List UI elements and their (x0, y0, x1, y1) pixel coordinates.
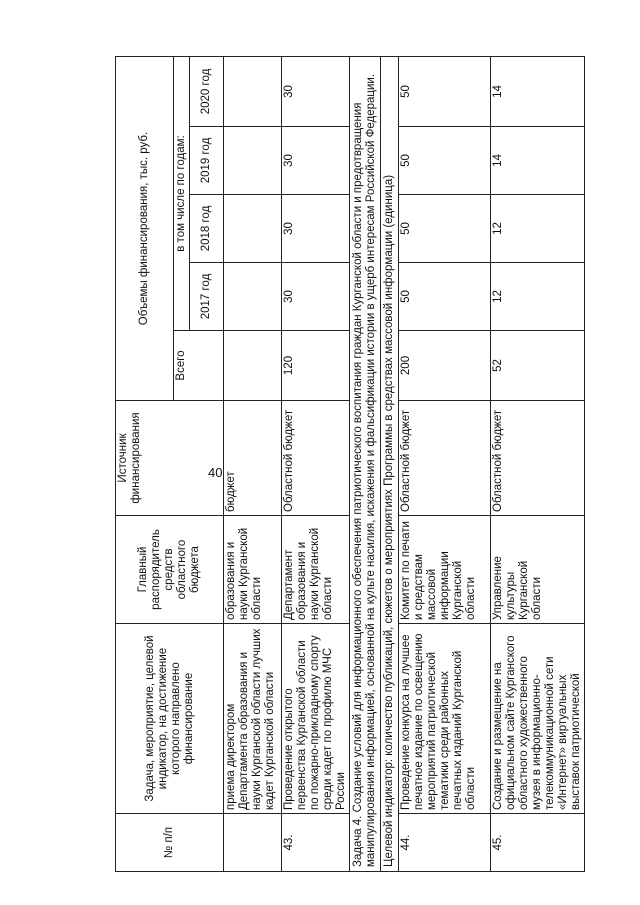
header-no: № п/п (116, 814, 224, 872)
header-2020: 2020 год (190, 56, 224, 126)
row-2019: 50 (399, 127, 491, 195)
rotated-table-sheet (115, 57, 582, 872)
table-row (224, 56, 282, 871)
table-row (491, 56, 585, 871)
indicator-row (381, 56, 399, 871)
header-task: Задача, мероприятие, целевой индикатор, на достижение которого направлено финансирование (116, 624, 224, 814)
row-task: Создание и размещение на официальном сайте Курганского областного художественного музея в информационно-телекоммуникационной сети «Интернет» виртуальных выставок патриотической (491, 624, 585, 814)
row-no: 45. (491, 814, 585, 872)
page-number: 40 (208, 465, 223, 480)
header-by-years: в том числе по годам: (174, 56, 190, 330)
header-source: Источник финансирования (116, 401, 224, 516)
row-2020: 14 (491, 56, 585, 126)
header-volumes: Объемы финансирования, тыс. руб. (116, 56, 174, 400)
row-2017: 30 (282, 263, 350, 331)
target-indicator: Целевой индикатор: количество публикаций, сюжетов о мероприятиях Программы в средствах массовой информации (единица) (381, 56, 399, 871)
row-source: Областной бюджет (282, 401, 350, 516)
header-total: Всего (174, 331, 224, 401)
row-2020: 30 (282, 56, 350, 126)
row-2019: 30 (282, 127, 350, 195)
row-2018: 50 (399, 195, 491, 263)
header-2019: 2019 год (190, 127, 224, 195)
row-2017 (224, 263, 282, 331)
row-manager: Управление культуры Курганской области (491, 516, 585, 624)
header-2017: 2017 год (190, 263, 224, 331)
task-4-text: Задача 4. Создание условий для информационного обеспечения патриотического воспитания граждан Курганской области и предотвращения манипулирования информацией, основанной на культе насилия, искажения и фальсификации истории в ущерб интересам Российской Федерации. (350, 56, 381, 871)
row-task: Проведение открытого первенства Курганской области по пожарно-прикладному спорту среди кадет по профилю МЧС России (282, 624, 350, 814)
row-total: 200 (399, 331, 491, 401)
row-manager: Комитет по печати и средствам массовой информации Курганской области (399, 516, 491, 624)
row-task: Проведение конкурса на лучшее печатное издание по освещению мероприятий патриотической тематики среди районных печатных изданий Курганской области (399, 624, 491, 814)
header-2018: 2018 год (190, 195, 224, 263)
row-source: Областной бюджет (491, 401, 585, 516)
row-2020: 50 (399, 56, 491, 126)
row-2017: 50 (399, 263, 491, 331)
row-manager: Департамент образования и науки Курганской области (282, 516, 350, 624)
table-row (399, 56, 491, 871)
row-no: 44. (399, 814, 491, 872)
table-row (282, 56, 350, 871)
row-task: приема директором Департамента образования и науки Курганской области лучших кадет Курганской области (224, 624, 282, 814)
row-2018: 30 (282, 195, 350, 263)
row-manager: образования и науки Курганской области (224, 516, 282, 624)
row-2019 (224, 127, 282, 195)
task-row (350, 56, 381, 871)
row-source: Областной бюджет (399, 401, 491, 516)
row-total (224, 331, 282, 401)
row-no: 43. (282, 814, 350, 872)
row-2018: 12 (491, 195, 585, 263)
row-total: 52 (491, 331, 585, 401)
header-manager: Главный распорядитель средств областного бюджета (116, 516, 224, 624)
row-no (224, 814, 282, 872)
row-source: бюджет (224, 401, 282, 516)
row-total: 120 (282, 331, 350, 401)
row-2019: 14 (491, 127, 585, 195)
row-2020 (224, 56, 282, 126)
financing-table (115, 56, 585, 872)
row-2018 (224, 195, 282, 263)
row-2017: 12 (491, 263, 585, 331)
